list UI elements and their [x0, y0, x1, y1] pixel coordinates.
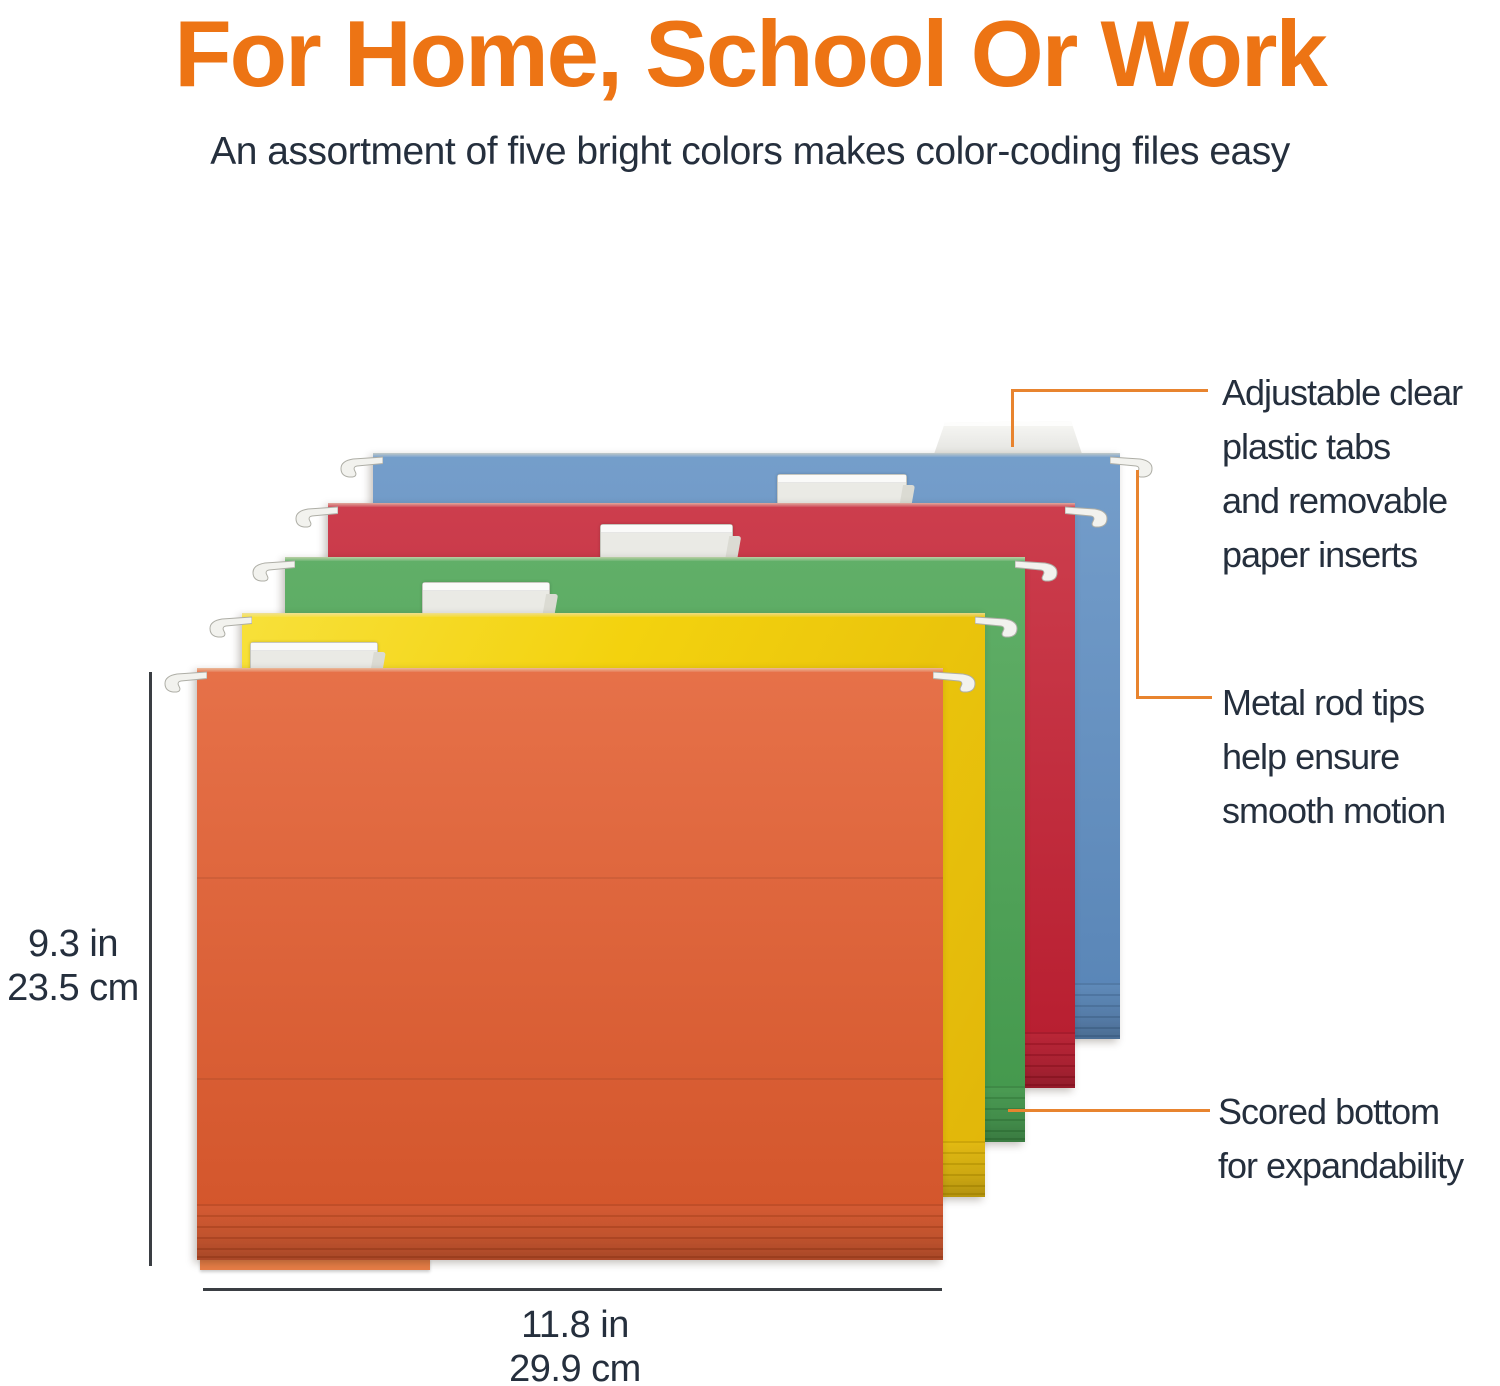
- hook-icon: [163, 670, 207, 696]
- clear-tab-sheen: [933, 421, 1083, 457]
- width-centimeters: 29.9 cm: [509, 1348, 641, 1386]
- callout-line-scored-horizontal: [1008, 1109, 1210, 1112]
- callout-scored-bottom: [1218, 1085, 1463, 1193]
- folder-orange: [197, 668, 943, 1260]
- folder-top-edge: [328, 503, 1075, 507]
- fold-crease: [197, 1078, 943, 1080]
- folder-top-edge: [197, 668, 943, 672]
- page-subtitle: An assortment of five bright colors makes color-coding files easy: [210, 130, 1290, 173]
- folder-top-edge: [373, 453, 1120, 457]
- callout-line-text: Scored bottom: [1218, 1091, 1440, 1132]
- dimension-line-width: [203, 1288, 942, 1291]
- callout-line-text: and removable: [1222, 480, 1448, 521]
- page-title: For Home, School Or Work: [174, 1, 1326, 106]
- hook-icon: [1065, 505, 1109, 531]
- callout-line-text: help ensure: [1222, 736, 1400, 777]
- hook-icon: [251, 559, 295, 585]
- callout-line-rod-vertical: [1136, 470, 1139, 699]
- scored-bottom: [197, 1204, 943, 1260]
- hook-icon: [208, 615, 252, 641]
- hook-icon: [1110, 455, 1154, 481]
- hook-icon: [933, 670, 977, 696]
- height-centimeters: 23.5 cm: [7, 967, 139, 1009]
- height-inches: 9.3 in: [28, 923, 118, 965]
- callout-line-rod-horizontal: [1136, 696, 1212, 699]
- callout-line-tabs-horizontal: [1011, 389, 1208, 392]
- hook-icon: [975, 615, 1019, 641]
- hook-icon: [1015, 559, 1059, 585]
- height-dimension-label: [0, 922, 146, 1010]
- fold-crease: [197, 877, 943, 879]
- callout-metal-rod: [1222, 676, 1445, 838]
- width-dimension-label: [445, 1303, 705, 1386]
- folder-top-edge: [285, 557, 1025, 561]
- width-inches: 11.8 in: [521, 1304, 629, 1346]
- callout-line-tabs-vertical: [1011, 389, 1014, 447]
- callout-line-text: plastic tabs: [1222, 426, 1391, 467]
- callout-line-text: Metal rod tips: [1222, 682, 1425, 723]
- callout-line-text: paper inserts: [1222, 534, 1418, 575]
- callout-line-text: for expandability: [1218, 1145, 1464, 1186]
- callout-adjustable-tabs: [1222, 366, 1462, 582]
- hook-icon: [339, 455, 383, 481]
- dimension-line-height: [149, 672, 152, 1266]
- blue-folder-clear-tab: [933, 421, 1083, 457]
- hook-icon: [294, 505, 338, 531]
- callout-line-text: Adjustable clear: [1222, 372, 1463, 413]
- callout-line-text: smooth motion: [1222, 790, 1446, 831]
- folder-top-edge: [242, 613, 985, 617]
